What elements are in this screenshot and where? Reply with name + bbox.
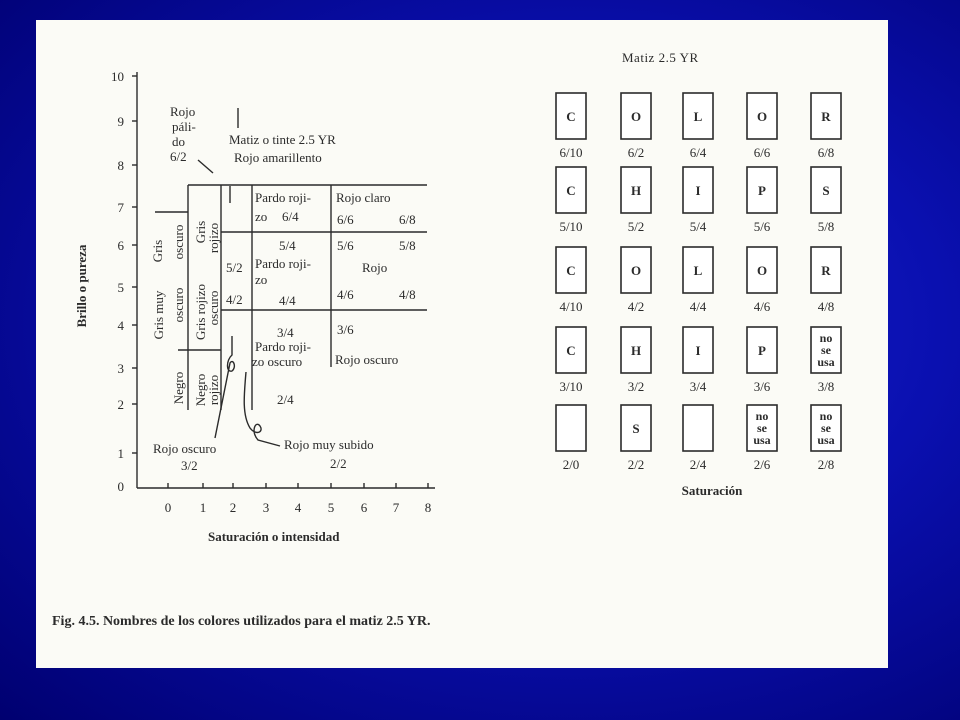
label-rojo-amarillento: Rojo amarillento — [234, 150, 322, 165]
label-pardo-rojizo-oscuro: Pardo roji- — [255, 339, 311, 354]
grid-cell-code: 4/10 — [559, 299, 583, 314]
grid-cell — [811, 93, 841, 160]
y-tick-marks — [132, 76, 137, 453]
grid-cell-note: no — [819, 409, 833, 423]
y-tick-label: 9 — [117, 114, 124, 129]
grid-cell-letter: O — [630, 109, 642, 124]
grid-cell-code: 6/6 — [753, 145, 771, 160]
x-tick-marks — [168, 483, 428, 488]
grid-cell-letter: C — [566, 109, 576, 124]
x-tick-label: 7 — [392, 500, 400, 515]
grid-cell-code: 2/8 — [817, 457, 835, 472]
grid-cell-letter: S — [632, 421, 640, 436]
label-gris-muy-oscuro: oscuro — [171, 287, 186, 323]
y-tick-label: 4 — [117, 318, 124, 333]
munsell-code: 3/6 — [337, 322, 354, 337]
x-tick-label: 0 — [164, 500, 172, 515]
grid-cell — [747, 167, 777, 234]
y-tick-labels — [111, 69, 125, 494]
grid-cell-letter: C — [566, 343, 576, 358]
grid-cell — [747, 405, 777, 472]
grid-cell — [556, 327, 586, 394]
x-tick-labels — [165, 500, 432, 515]
grid-cell-letter: H — [630, 343, 642, 358]
grid-cell-code: 5/8 — [817, 219, 835, 234]
x-tick-label: 5 — [327, 500, 335, 515]
grid-cell-code: 2/2 — [627, 457, 645, 472]
label-pardo-rojizo: zo — [255, 272, 268, 287]
label-negro-rojizo: Negro — [193, 373, 208, 407]
grid-cell — [621, 405, 651, 472]
right-grid-x-label: Saturación — [681, 483, 743, 498]
grid-cell-letter: P — [758, 183, 766, 198]
grid-cell-code: 4/2 — [627, 299, 645, 314]
label-gris-oscuro: Gris — [150, 239, 165, 263]
grid-cell-letter: H — [630, 183, 642, 198]
grid-cell-code: 4/8 — [817, 299, 835, 314]
grid-cell-note: se — [821, 343, 831, 357]
y-tick-label: 1 — [117, 446, 124, 461]
label-negro-rojizo: rojizo — [206, 374, 221, 406]
grid-cell-letter: R — [821, 109, 831, 124]
grid-cell-code: 2/4 — [689, 457, 707, 472]
grid-cell-letter: L — [693, 109, 703, 124]
y-tick-label: 6 — [117, 238, 124, 253]
label-rojo-palido: 6/2 — [170, 149, 187, 164]
grid-cell-letter: I — [695, 183, 701, 198]
munsell-code: 4/8 — [399, 287, 416, 302]
grid-cell-code: 4/6 — [753, 299, 771, 314]
grid-cell-box — [683, 405, 713, 451]
x-tick-label: 2 — [229, 500, 237, 515]
grid-cell-code: 6/8 — [817, 145, 835, 160]
grid-cell — [811, 247, 841, 314]
callout-rojo-muy-subido: 2/2 — [330, 456, 347, 471]
grid-cell-note: se — [821, 421, 831, 435]
grid-cell — [556, 167, 586, 234]
grid-cell-letter: C — [566, 263, 576, 278]
right-grid-title: Matiz 2.5 YR — [622, 50, 699, 65]
grid-cell — [621, 167, 651, 234]
grid-cell — [683, 93, 713, 160]
grid-cell — [747, 247, 777, 314]
munsell-code: 5/4 — [279, 238, 296, 253]
grid-cell-code: 6/10 — [559, 145, 583, 160]
grid-cell — [683, 167, 713, 234]
grid-cell-note: no — [755, 409, 769, 423]
label-rojo-palido: Rojo — [170, 104, 196, 119]
y-axis-title: Brillo o pureza — [74, 244, 89, 328]
grid-cell — [811, 405, 841, 472]
figure-caption: Fig. 4.5. Nombres de los colores utilizados para el matiz 2.5 YR. — [52, 614, 431, 629]
grid-cell — [683, 405, 713, 472]
label-gris-rojizo-oscuro: Gris rojizo — [193, 284, 208, 340]
grid-cell — [556, 405, 586, 472]
grid-cell — [683, 327, 713, 394]
grid-cell-letter: C — [566, 183, 576, 198]
grid-cell — [683, 247, 713, 314]
grid-cell — [811, 327, 841, 394]
leader-line — [198, 160, 213, 173]
munsell-code: 5/2 — [226, 260, 243, 275]
left-diagram — [74, 69, 435, 544]
rotated-labels — [150, 221, 221, 406]
y-tick-label: 8 — [117, 158, 124, 173]
grid-cell-letter: L — [693, 263, 703, 278]
callout-rojo-oscuro: Rojo oscuro — [153, 441, 217, 456]
grid-cell-code: 5/6 — [753, 219, 771, 234]
grid-cell — [747, 327, 777, 394]
label-gris-muy-oscuro: Gris muy — [151, 290, 166, 340]
munsell-code: 2/4 — [277, 392, 294, 407]
grid-cell-code: 6/4 — [689, 145, 707, 160]
label-rojo-claro: Rojo claro — [336, 190, 391, 205]
leader-line — [244, 372, 280, 446]
x-tick-label: 8 — [424, 500, 432, 515]
x-tick-label: 6 — [360, 500, 368, 515]
label-pardo-rojizo: Pardo roji- — [255, 256, 311, 271]
grid-cell — [556, 93, 586, 160]
grid-cell-code: 3/10 — [559, 379, 583, 394]
label-matiz-tinte: Matiz o tinte 2.5 YR — [229, 132, 336, 147]
x-tick-label: 3 — [262, 500, 270, 515]
label-rojo-palido: do — [172, 134, 185, 149]
x-tick-label: 1 — [199, 500, 207, 515]
y-tick-label: 5 — [117, 280, 124, 295]
munsell-code: 6/8 — [399, 212, 416, 227]
grid-cell-letter: O — [756, 109, 768, 124]
grid-cell-letter: P — [758, 343, 766, 358]
callout-rojo-oscuro: 3/2 — [181, 458, 198, 473]
grid-cell-letter: O — [630, 263, 642, 278]
x-axis-title: Saturación o intensidad — [208, 529, 340, 544]
x-tick-label: 4 — [294, 500, 302, 515]
label-rojo: Rojo — [362, 260, 388, 275]
grid-cell-letter: O — [756, 263, 768, 278]
grid-cell-code: 5/4 — [689, 219, 707, 234]
munsell-code: 3/4 — [277, 325, 294, 340]
grid-cell-code: 5/2 — [627, 219, 645, 234]
munsell-code: 5/6 — [337, 238, 354, 253]
right-grid — [556, 50, 841, 498]
grid-cell-code: 3/8 — [817, 379, 835, 394]
label-gris-oscuro: oscuro — [171, 224, 186, 260]
grid-cell-code: 5/10 — [559, 219, 583, 234]
label-rojo-palido: páli- — [172, 119, 196, 134]
right-grid-cells — [556, 93, 841, 472]
munsell-code: 5/8 — [399, 238, 416, 253]
grid-cell-letter: I — [695, 343, 701, 358]
y-tick-label: 7 — [117, 200, 124, 215]
label-pardo-rojizo-claro: 6/4 — [282, 209, 299, 224]
grid-cell-note: usa — [753, 433, 771, 447]
grid-cell-code: 3/6 — [753, 379, 771, 394]
y-tick-label: 3 — [117, 361, 124, 376]
grid-cell-code: 3/4 — [689, 379, 707, 394]
grid-cell-letter: S — [822, 183, 830, 198]
grid-cell-code: 2/0 — [562, 457, 580, 472]
grid-cell-note: se — [757, 421, 767, 435]
grid-cell — [747, 93, 777, 160]
y-tick-label: 2 — [117, 397, 124, 412]
grid-cell — [811, 167, 841, 234]
grid-cell-box — [556, 405, 586, 451]
label-gris-rojizo: rojizo — [206, 222, 221, 254]
grid-cell-code: 6/2 — [627, 145, 645, 160]
grid-cell — [556, 247, 586, 314]
y-tick-label: 10 — [111, 69, 124, 84]
label-pardo-rojizo-claro: zo — [255, 209, 268, 224]
munsell-code: 4/2 — [226, 292, 243, 307]
label-pardo-rojizo-claro: Pardo roji- — [255, 190, 311, 205]
grid-cell — [621, 93, 651, 160]
grid-cell — [621, 247, 651, 314]
label-pardo-rojizo-oscuro: zo oscuro — [252, 354, 303, 369]
munsell-code: 4/4 — [279, 293, 296, 308]
grid-cell — [621, 327, 651, 394]
grid-cell-code: 4/4 — [689, 299, 707, 314]
y-tick-label: 0 — [117, 479, 124, 494]
grid-cell-note: usa — [817, 355, 835, 369]
label-negro: Negro — [171, 371, 186, 405]
grid-cell-code: 3/2 — [627, 379, 645, 394]
grid-cell-code: 2/6 — [753, 457, 771, 472]
label-gris-rojizo: Gris — [193, 220, 208, 244]
label-rojo-oscuro: Rojo oscuro — [335, 352, 399, 367]
grid-cell-note: usa — [817, 433, 835, 447]
munsell-code: 4/6 — [337, 287, 354, 302]
callout-rojo-muy-subido: Rojo muy subido — [284, 437, 374, 452]
grid-cell-note: no — [819, 331, 833, 345]
grid-cell-letter: R — [821, 263, 831, 278]
munsell-code: 6/6 — [337, 212, 354, 227]
label-gris-rojizo-oscuro: oscuro — [206, 290, 221, 326]
